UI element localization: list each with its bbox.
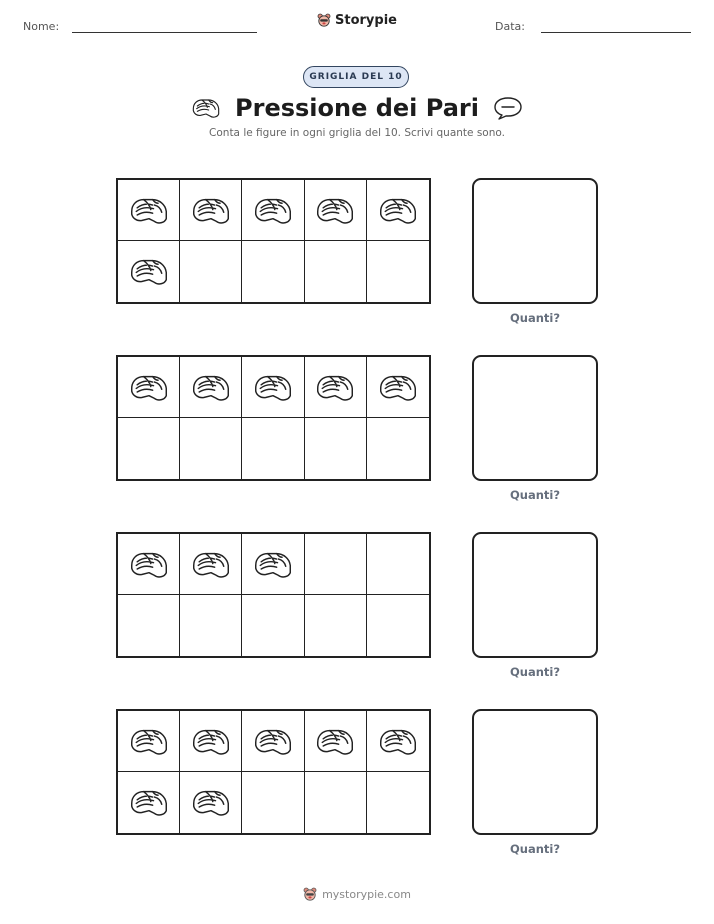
storypie-mascot-icon	[303, 887, 317, 902]
ten-frame-cell	[118, 711, 180, 772]
ten-frame-cell	[180, 595, 242, 656]
answer-label: Quanti?	[509, 665, 561, 679]
worksheet-type-badge: GRIGLIA DEL 10	[303, 66, 409, 88]
answer-box[interactable]	[472, 709, 598, 835]
ten-frame-cell	[180, 418, 242, 479]
brand	[0, 13, 714, 32]
ten-frame-cell	[118, 180, 180, 241]
ten-frame-cell	[305, 418, 367, 479]
answer-box[interactable]	[472, 178, 598, 304]
ten-frame-cell	[118, 595, 180, 656]
ten-frame-cell	[180, 180, 242, 241]
handshake-icon	[315, 371, 355, 404]
title-row	[0, 92, 714, 124]
date-line[interactable]	[541, 32, 691, 33]
handshake-icon	[253, 548, 293, 581]
handshake-icon	[315, 194, 355, 227]
handshake-icon	[129, 194, 169, 227]
ten-frame-cell	[367, 418, 429, 479]
ten-frame-cell	[242, 357, 304, 418]
ten-frame	[116, 178, 431, 304]
ten-frame-cell	[118, 772, 180, 833]
handshake-icon	[129, 548, 169, 581]
ten-frame-cell	[242, 772, 304, 833]
ten-frame-cell	[180, 711, 242, 772]
ten-frame-cell	[305, 180, 367, 241]
answer-label: Quanti?	[509, 842, 561, 856]
ten-frame-cell	[305, 357, 367, 418]
ten-frame-cell	[118, 418, 180, 479]
handshake-icon	[129, 371, 169, 404]
ten-frame-cell	[118, 357, 180, 418]
answer-box[interactable]	[472, 355, 598, 481]
ten-frame-cell	[242, 711, 304, 772]
ten-frame-cell	[180, 534, 242, 595]
date-label: Data:	[495, 20, 525, 33]
speech-bubble-icon	[493, 95, 523, 121]
handshake-icon	[253, 194, 293, 227]
handshake-icon	[191, 725, 231, 758]
ten-frame-cell	[367, 180, 429, 241]
ten-frame-cell	[305, 595, 367, 656]
page-title: Pressione dei Pari	[235, 94, 479, 122]
brand-name: Storypie	[335, 13, 397, 28]
ten-frame-cell	[305, 241, 367, 302]
handshake-icon	[129, 725, 169, 758]
answer-box[interactable]	[472, 532, 598, 658]
ten-frame	[116, 532, 431, 658]
name-line[interactable]	[72, 32, 257, 33]
storypie-mascot-icon	[317, 13, 331, 28]
handshake-icon	[129, 786, 169, 819]
ten-frame-cell	[180, 357, 242, 418]
handshake-icon	[378, 194, 418, 227]
handshake-icon	[378, 725, 418, 758]
handshake-icon	[191, 548, 231, 581]
ten-frame-cell	[242, 241, 304, 302]
ten-frame-cell	[367, 711, 429, 772]
ten-frame-cell	[367, 241, 429, 302]
ten-frame-cell	[180, 772, 242, 833]
ten-frame-cell	[242, 418, 304, 479]
instructions: Conta le figure in ogni griglia del 10. Scrivi quante sono.	[209, 127, 505, 139]
handshake-icon	[191, 786, 231, 819]
handshake-icon	[191, 194, 231, 227]
ten-frame-cell	[367, 595, 429, 656]
ten-frame-cell	[305, 534, 367, 595]
ten-frame-cell	[305, 772, 367, 833]
ten-frame-cell	[305, 711, 367, 772]
ten-frame-cell	[180, 241, 242, 302]
answer-label: Quanti?	[509, 311, 561, 325]
ten-frame-cell	[367, 357, 429, 418]
answer-label: Quanti?	[509, 488, 561, 502]
ten-frame-cell	[367, 534, 429, 595]
ten-frame-cell	[118, 241, 180, 302]
ten-frame	[116, 709, 431, 835]
ten-frame-cell	[367, 772, 429, 833]
name-label: Nome:	[23, 20, 60, 33]
handshake-icon	[191, 371, 231, 404]
ten-frame-cell	[242, 595, 304, 656]
handshake-icon	[129, 255, 169, 288]
ten-frame-cell	[118, 534, 180, 595]
ten-frame-cell	[242, 180, 304, 241]
ten-frame-cell	[242, 534, 304, 595]
handshake-icon	[191, 96, 221, 120]
handshake-icon	[315, 725, 355, 758]
handshake-icon	[253, 371, 293, 404]
handshake-icon	[378, 371, 418, 404]
footer	[0, 887, 714, 902]
handshake-icon	[253, 725, 293, 758]
ten-frame	[116, 355, 431, 481]
footer-url[interactable]: mystorypie.com	[322, 888, 411, 901]
